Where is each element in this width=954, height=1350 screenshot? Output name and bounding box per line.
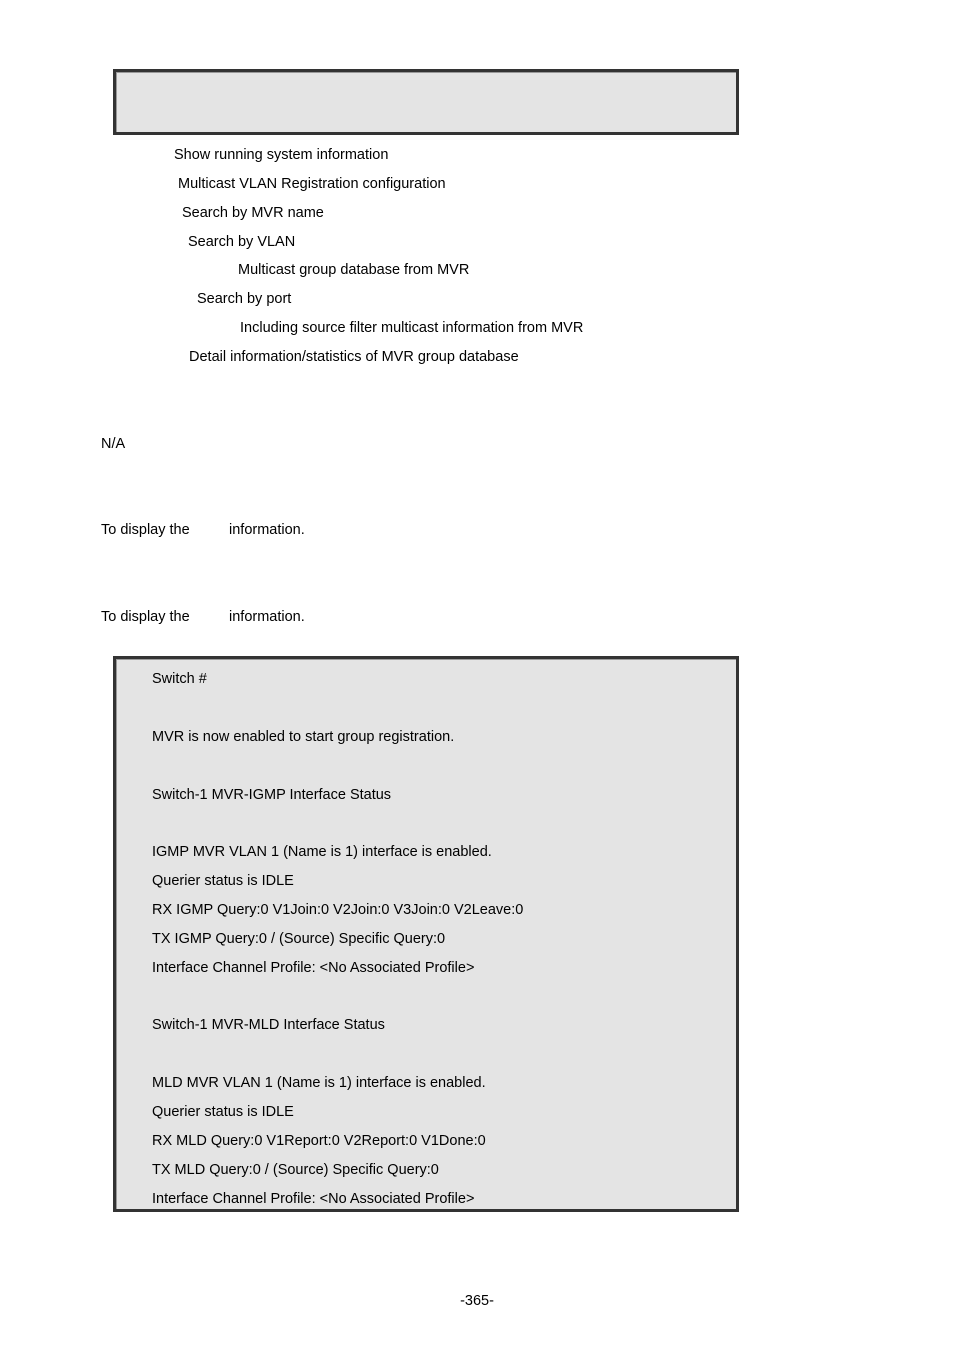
parameter-description: Detail information/statistics of MVR group database	[189, 349, 519, 365]
code-line: Interface Channel Profile: <No Associated Profile>	[152, 1191, 475, 1207]
usage-guideline-suffix: information.	[229, 522, 305, 538]
parameter-description: Search by port	[197, 291, 292, 307]
code-line: TX MLD Query:0 / (Source) Specific Query:0	[152, 1162, 439, 1178]
parameter-description: Search by VLAN	[188, 234, 296, 250]
parameter-description: Search by MVR name	[182, 205, 324, 221]
code-line: Switch #	[152, 671, 207, 687]
parameter-description: Multicast group database from MVR	[238, 262, 470, 278]
example-output-box	[113, 656, 739, 1212]
code-line: MVR is now enabled to start group registration.	[152, 729, 455, 745]
code-line: RX MLD Query:0 V1Report:0 V2Report:0 V1Done:0	[152, 1133, 486, 1149]
code-line: Switch-1 MVR-IGMP Interface Status	[152, 787, 392, 803]
parameter-description: Including source filter multicast information from MVR	[240, 320, 584, 336]
usage-guideline-prefix: To display the	[101, 522, 190, 538]
parameter-description: Multicast VLAN Registration configuration	[178, 176, 446, 192]
parameter-description: Show running system information	[174, 147, 389, 163]
example-suffix: information.	[229, 609, 305, 625]
page-number: -365-	[460, 1293, 494, 1309]
default-value: N/A	[101, 436, 126, 452]
code-line: MLD MVR VLAN 1 (Name is 1) interface is enabled.	[152, 1075, 486, 1091]
code-line: TX IGMP Query:0 / (Source) Specific Query:0	[152, 931, 446, 947]
code-line: Switch-1 MVR-MLD Interface Status	[152, 1017, 385, 1033]
code-line: RX IGMP Query:0 V1Join:0 V2Join:0 V3Join:0 V2Leave:0	[152, 902, 524, 918]
code-line: Querier status is IDLE	[152, 1104, 294, 1120]
code-line: Interface Channel Profile: <No Associated Profile>	[152, 960, 475, 976]
command-syntax-box	[113, 69, 739, 135]
code-line: IGMP MVR VLAN 1 (Name is 1) interface is enabled.	[152, 844, 492, 860]
code-line: Querier status is IDLE	[152, 873, 294, 889]
example-prefix: To display the	[101, 609, 190, 625]
